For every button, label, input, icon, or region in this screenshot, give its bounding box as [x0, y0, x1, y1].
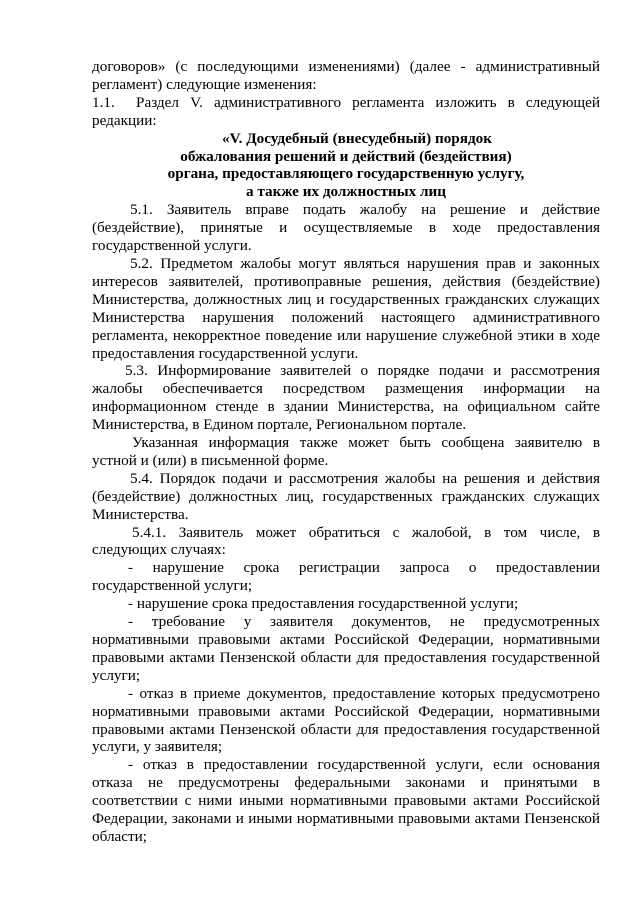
clause-1-1 [92, 94, 600, 130]
paragraph-info: Указанная информация также может быть сообщена заявителю в устной и (или) в письменной форме. [92, 434, 600, 469]
section-heading-line-4: а также их должностных лиц [245, 183, 447, 201]
paragraph-5-4: 5.4. Порядок подачи и рассмотрения жалобы на решения и действия (бездействие) должностных лиц, государственных гражданских служащих Министерства. [92, 469, 600, 523]
list-item: - отказ в предоставлении государственной услуги, если основания отказа не предусмотрены федеральными законами и принятыми в соответствии с ними иными нормативными правовыми актами Российской Федерации, законами и иными нормативными правовыми актами Пензенской области; [92, 756, 600, 845]
list-item: - нарушение срока предоставления государственной услуги; [128, 595, 519, 613]
section-heading-line-3: органа, предоставляющего государственную услугу, [167, 165, 525, 183]
clause-1-1-text: Раздел V. административного регламента изложить в следующей редакции: [92, 93, 600, 129]
paragraph-5-4-1: 5.4.1. Заявитель может обратиться с жалобой, в том числе, в следующих случаях: [92, 523, 600, 559]
intro-paragraph: договоров» (с последующими изменениями) (далее - административный регламент) следующие изменения: [92, 58, 600, 93]
list-item: - требование у заявителя документов, не предусмотренных нормативными правовыми актами Российской Федерации, нормативными правовыми актами Пензенской области для предоставления государственной услуги; [92, 613, 600, 684]
clause-1-1-number: 1.1. [92, 93, 115, 111]
paragraph-5-2: 5.2. Предметом жалобы могут являться нарушения прав и законных интересов заявителей, противоправные решения, действия (бездействие) Министерства, должностных лиц и государственных гражданских служащих Министерства нарушения положений настоящего административного регламента, некорректное поведение или нарушение служебной этики в ходе предоставления государственной услуги. [92, 254, 600, 362]
paragraph-5-1: 5.1. Заявитель вправе подать жалобу на решение и действие (бездействие), принятые и осуществляемые в ходе предоставления государственной услуги. [92, 201, 600, 255]
section-heading-line-2: обжалования решений и действий (бездействия) [180, 147, 512, 165]
document-page [92, 58, 600, 846]
paragraph-5-3: 5.3. Информирование заявителей о порядке подачи и рассмотрения жалобы обеспечивается посредством размещения информации на информационном стенде в здании Министерства, на официальном сайте Министерства, в Едином портале, Региональном портале. [92, 362, 600, 434]
section-heading-line-1: «V. Досудебный (внесудебный) порядок [222, 129, 492, 147]
list-item: - отказ в приеме документов, предоставление которых предусмотрено нормативными правовыми актами Российской Федерации, нормативными правовыми актами Пензенской области для предоставления государственной услуги, у заявителя; [92, 684, 600, 756]
list-item: - нарушение срока регистрации запроса о предоставлении государственной услуги; [92, 559, 600, 595]
